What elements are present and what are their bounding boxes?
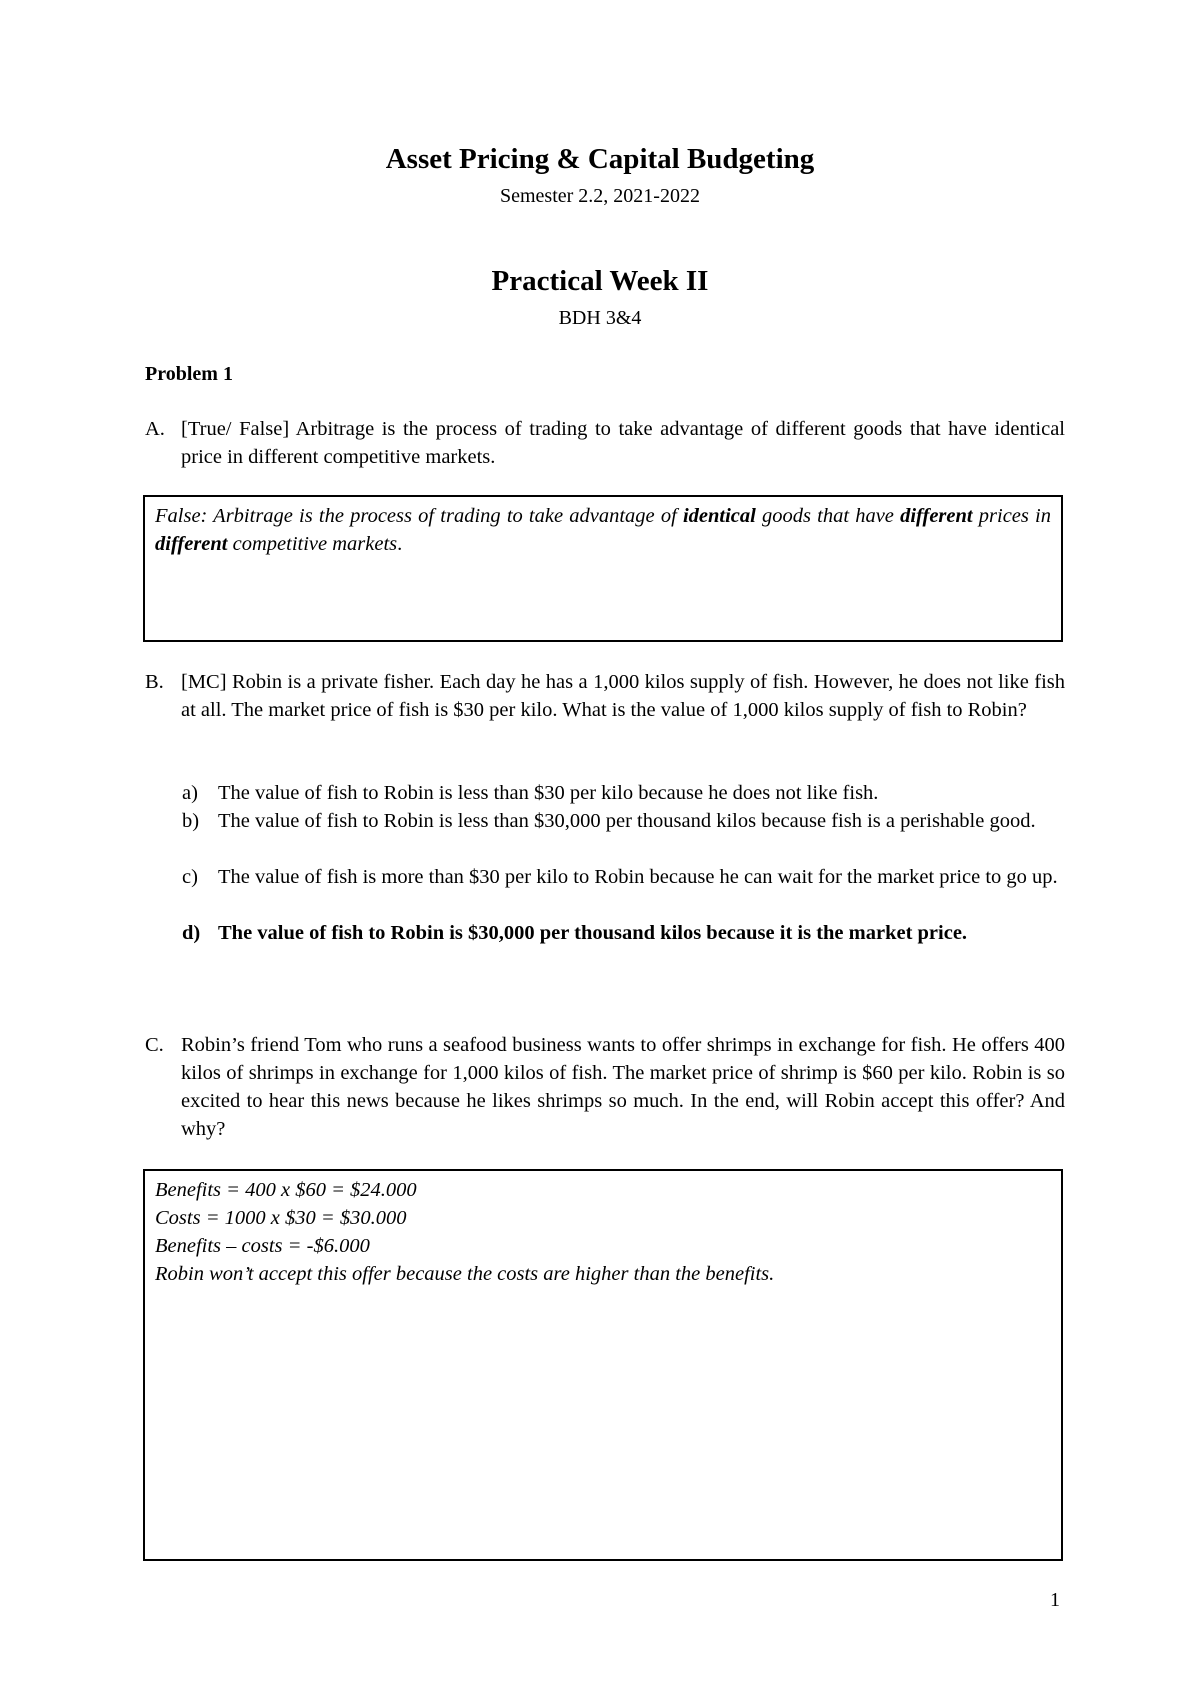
question-c — [145, 1031, 1065, 1143]
option-a-marker: a) — [182, 782, 198, 804]
option-d-text: The value of fish to Robin is $30,000 per thousand kilos because it is the market price. — [218, 922, 968, 944]
page-number: 1 — [1050, 1589, 1060, 1611]
question-a-marker: A. — [145, 418, 165, 440]
group-line: BDH 3&4 — [558, 307, 642, 329]
answer-a-period: . — [397, 533, 403, 555]
option-c — [182, 863, 1065, 891]
option-c-text: The value of fish is more than $30 per kilo to Robin because he can wait for the market price to go up. — [218, 866, 1058, 888]
problem-heading: Problem 1 — [145, 363, 233, 385]
semester-line: Semester 2.2, 2021-2022 — [500, 185, 700, 207]
question-c-marker: C. — [145, 1034, 164, 1056]
option-b-text: The value of fish to Robin is less than $30,000 per thousand kilos because fish is a perishable good. — [218, 810, 1036, 832]
option-a — [182, 779, 1065, 807]
document-title: Asset Pricing & Capital Budgeting — [385, 143, 815, 175]
answer-a-part1: False: Arbitrage is the process of trading to take advantage of — [155, 505, 683, 527]
answer-a-bold-identical: identical — [682, 505, 756, 527]
answer-a-text — [155, 502, 1051, 558]
question-a — [145, 415, 1065, 471]
question-b-marker: B. — [145, 671, 164, 693]
answer-c-line-2: Costs = 1000 x $30 = $30.000 — [155, 1207, 407, 1229]
question-b — [145, 668, 1065, 724]
answer-a-part3: prices in — [972, 505, 1051, 527]
answer-a-bold-different-1: different — [900, 505, 973, 527]
answer-box-a — [143, 495, 1063, 642]
question-c-text: Robin’s friend Tom who runs a seafood business wants to offer shrimps in exchange for fish. He offers 400 kilos of shrimps in exchange for 1,000 kilos of fish. The market price of shrimp is $60 per kilo. Robin is so excited to hear this news because he likes shrimps so much. In the end, will Robin accept this offer? And why? — [181, 1034, 1065, 1140]
answer-c-line-1: Benefits = 400 x $60 = $24.000 — [155, 1179, 417, 1201]
answer-box-c — [143, 1169, 1063, 1561]
practical-title: Practical Week II — [491, 265, 709, 297]
option-d-correct — [182, 919, 1065, 947]
option-a-text: The value of fish to Robin is less than $30 per kilo because he does not like fish. — [218, 782, 879, 804]
option-b-marker: b) — [182, 810, 200, 832]
answer-a-part2: goods that have — [755, 505, 901, 527]
answer-a-part4: competitive markets — [227, 533, 398, 555]
option-d-marker: d) — [182, 922, 201, 944]
answer-c-line-3: Benefits – costs = -$6.000 — [155, 1235, 370, 1257]
answer-a-bold-different-2: different — [155, 533, 228, 555]
question-b-text: [MC] Robin is a private fisher. Each day he has a 1,000 kilos supply of fish. However, he does not like fish at all. The market price of fish is $30 per kilo. What is the value of 1,000 kilos supply of fish to Robin? — [181, 671, 1065, 721]
answer-c-line-4: Robin won’t accept this offer because the costs are higher than the benefits. — [155, 1263, 775, 1285]
option-c-marker: c) — [182, 866, 198, 888]
question-a-text: [True/ False] Arbitrage is the process of trading to take advantage of different goods that have identical price in different competitive markets. — [181, 418, 1065, 468]
option-b — [182, 807, 1065, 835]
